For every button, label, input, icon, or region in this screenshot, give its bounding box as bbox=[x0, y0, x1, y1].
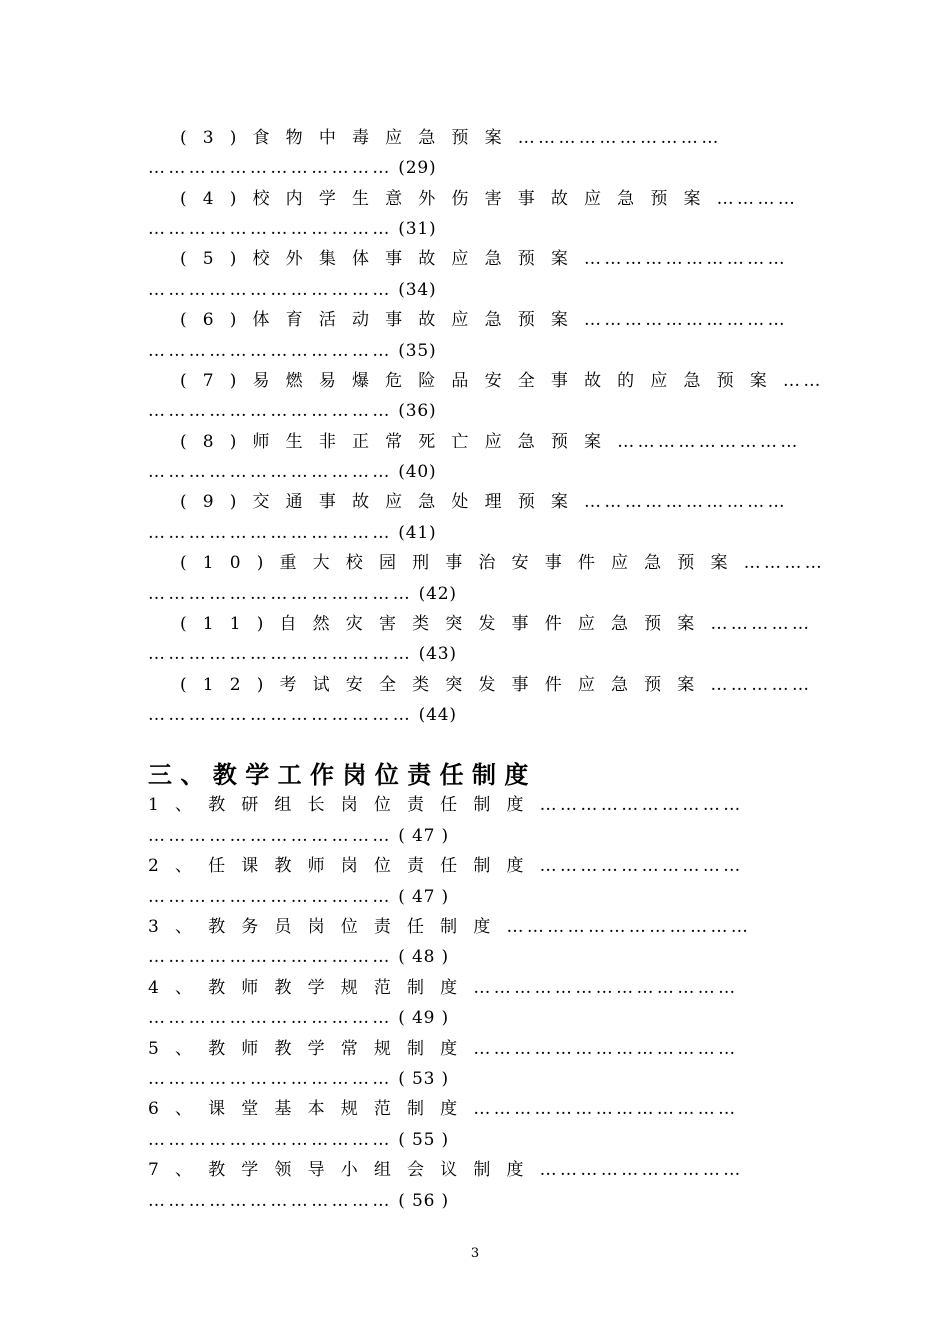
toc-entry-line2: ……………………………… ( 53 ) bbox=[148, 1069, 450, 1089]
toc-entry-line1: 2、任课教师岗位责任制度………………………… bbox=[148, 856, 744, 876]
toc-entry-line1: (12)考试安全类突发事件应急预案…………… bbox=[180, 675, 813, 695]
toc-entry-line1: 4、教师教学规范制度………………………………… bbox=[148, 978, 739, 998]
toc-entry-line1: (5)校外集体事故应急预案………………………… bbox=[180, 249, 789, 269]
toc-entry-line2: ……………………………… ( 55 ) bbox=[148, 1130, 450, 1150]
page-number: 3 bbox=[470, 1246, 480, 1261]
toc-entry-line1: 5、教师教学常规制度………………………………… bbox=[148, 1039, 739, 1059]
toc-entry-line2: ……………………………… (40) bbox=[148, 462, 437, 482]
toc-entry-line1: 7、教学领导小组会议制度………………………… bbox=[148, 1160, 744, 1180]
toc-entry-line2: ……………………………… (29) bbox=[148, 158, 437, 178]
toc-entry-line1: (3)食物中毒应急预案………………………… bbox=[180, 128, 722, 148]
toc-entry-line2: ……………………………… (31) bbox=[148, 219, 437, 239]
toc-entry-line1: 1、教研组长岗位责任制度………………………… bbox=[148, 795, 744, 815]
toc-entry-line1: (7)易燃易爆危险品安全事故的应急预案…… bbox=[180, 371, 824, 391]
toc-entry-line2: ……………………………… (36) bbox=[148, 401, 437, 421]
toc-entry-line1: 6、课堂基本规范制度………………………………… bbox=[148, 1099, 739, 1119]
toc-entry-line2: ……………………………… (41) bbox=[148, 523, 437, 543]
toc-entry-line1: (6)体育活动事故应急预案………………………… bbox=[180, 310, 789, 330]
toc-entry-line1: (10)重大校园刑事治安事件应急预案………… bbox=[180, 553, 826, 573]
toc-entry-line2: ……………………………… ( 56 ) bbox=[148, 1191, 450, 1211]
toc-entry-line2: ……………………………… ( 48 ) bbox=[148, 947, 450, 967]
toc-entry-line2: ……………………………… ( 47 ) bbox=[148, 887, 450, 907]
toc-entry-line2: ……………………………… (35) bbox=[148, 341, 437, 361]
toc-entry-line2: ………………………………… (42) bbox=[148, 584, 457, 604]
toc-entry-line1: (9)交通事故应急处理预案………………………… bbox=[180, 492, 789, 512]
toc-entry-line2: ………………………………… (43) bbox=[148, 644, 457, 664]
toc-entry-line2: ……………………………… ( 47 ) bbox=[148, 826, 450, 846]
toc-entry-line2: ………………………………… (44) bbox=[148, 705, 457, 725]
toc-entry-line2: ……………………………… ( 49 ) bbox=[148, 1008, 450, 1028]
toc-entry-line2: ……………………………… (34) bbox=[148, 280, 437, 300]
toc-entry-line1: (4)校内学生意外伤害事故应急预案………… bbox=[180, 189, 799, 209]
toc-entry-line1: 3、教务员岗位责任制度……………………………… bbox=[148, 917, 752, 937]
toc-entry-line1: (8)师生非正常死亡应急预案……………………… bbox=[180, 432, 801, 452]
section-heading: 三、教学工作岗位责任制度 bbox=[148, 761, 537, 789]
toc-entry-line1: (11)自然灾害类突发事件应急预案…………… bbox=[180, 614, 813, 634]
